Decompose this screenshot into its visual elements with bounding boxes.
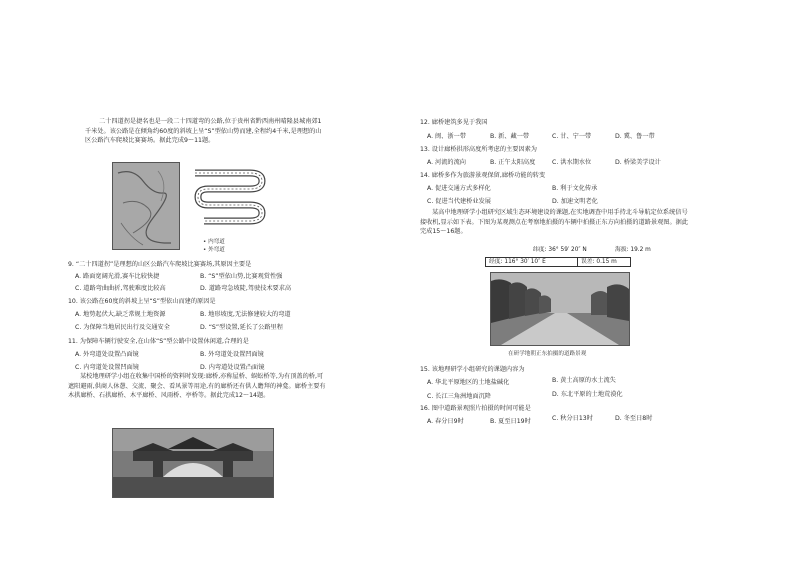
switchback-road-diagram (190, 163, 270, 243)
q11-option-c: C. 内弯道处设置凹面镜 (75, 364, 139, 371)
gps-altitude: 海拔: 19.2 m (612, 246, 654, 254)
q16-option-b: B. 夏至日19时 (490, 418, 531, 425)
q14-option-a: A. 促进交通方式多样化 (427, 185, 491, 192)
q16-option-c: C. 秋分日13时 (552, 415, 593, 422)
q10-option-b: B. 地形坡度,无法修建较大的弯道 (200, 311, 291, 318)
q12-option-a: A. 闽、浙一带 (427, 133, 466, 140)
q12-option-c: C. 甘、宁一带 (552, 133, 592, 140)
q14-option-c: C. 促进当代建桥业发展 (427, 198, 491, 205)
question-13: 13. 设计廊桥拱形高度所考虑的主要因素为 (420, 146, 537, 153)
bridge-illustration (113, 429, 273, 497)
question-9: 9. “二十四道拐”是理想的山区公路汽车爬坡比赛赛场,其原因主要是 (68, 261, 252, 268)
q9-option-d: D. 道路弯急坡陡,驾驶技术要求高 (200, 285, 292, 292)
covered-bridge-photo (112, 428, 274, 498)
photo-caption: 在研学地朝正东拍摄的道路景观 (508, 351, 587, 357)
question-15: 15. 该地理研学小组研究的课题内容为 (420, 366, 525, 373)
q13-option-c: C. 洪水期水位 (552, 159, 592, 166)
fieldwork-paragraph: 某高中地理研学小组研究区域生态环境建设的课题,在实地调查中用手持北斗导航定位系统信号接收机,显示如下表。下图为某观测点在考察地拍摄的车辆中拍摄正东方向拍摄的道路景观图。据此完成15～16题。 (420, 209, 689, 235)
q10-option-d: D. “S”型设置,延长了公路里程 (200, 324, 283, 331)
q13-option-d: D. 桥梁美学设计 (615, 159, 661, 166)
gps-longitude: 经度: 116° 30′ 10″ E (485, 257, 579, 267)
q12-option-b: B. 新、藏一带 (490, 133, 530, 140)
question-10: 10. 该公路在60度的斜坡上呈“S”型依山而建的原因是 (68, 298, 216, 305)
q10-option-c: C. 为保障当地居民出行及交通安全 (75, 324, 170, 331)
q9-option-a: A. 路面宽阔光滑,赛车比较快捷 (75, 273, 160, 280)
q10-option-a: A. 地势起伏大,缺乏常规土地资源 (75, 311, 166, 318)
legend-outer-bend: • 外弯道 (203, 247, 225, 253)
road-landscape-photo (490, 272, 630, 346)
q13-option-b: B. 正午太阳高度 (490, 159, 536, 166)
question-11: 11. 为保障车辆行驶安全,在山体“S”型公路中设置休闲道,合理的是 (68, 338, 249, 345)
q9-option-b: B. “S”型依山势,比赛观赏性强 (200, 273, 283, 280)
intro-paragraph: 二十四道拐是捷名也是一段二十四道弯的公路,位于贵州省黔西南州晴隆县城南郊1千米处。该公路是在倾角约60度的斜坡上呈“S”型依山势而建,全程约4千米,是理想的山区公路汽车爬坡比赛赛场。据此完成9～11题。 (85, 118, 322, 144)
q15-option-c: C. 长江三角洲地面沉降 (427, 393, 491, 400)
road-illustration (491, 273, 629, 345)
q11-option-d: D. 内弯道处设置凸面镜 (200, 364, 265, 371)
bridge-paragraph: 某校地理研学小组在收集中国桥的资料时发现:廊桥,亦称屋桥、蜈蚣桥等,为有顶盖的桥,可遮阳避雨,供商人休憩、交流、聚会、看风景等用途,有的廊桥还有供人瞻拜的神龛。廊桥主要有木拱廊桥、石拱廊桥、木平廊桥、风雨桥、亭桥等。据此完成12～14题。 (68, 373, 326, 399)
gps-error: 误差: 0.15 m (577, 257, 631, 267)
q13-option-a: A. 河流的流向 (427, 159, 466, 166)
q14-option-d: D. 加速文明老化 (552, 198, 598, 205)
legend-inner-bend: • 内弯道 (203, 239, 225, 245)
gps-latitude: 纬度: 36° 59′ 20″ N (530, 246, 590, 254)
q12-option-d: D. 冀、鲁一带 (615, 133, 655, 140)
q15-option-d: D. 东北平原的土地荒漠化 (552, 391, 623, 398)
question-16: 16. 图中道路景观照片拍摄的时间可能是 (420, 405, 531, 412)
satellite-photo (112, 162, 180, 250)
q11-option-a: A. 外弯道处设置凸面镜 (75, 351, 139, 358)
q16-option-d: D. 冬至日8时 (615, 415, 653, 422)
q11-option-b: B. 外弯道处设置凹面镜 (200, 351, 264, 358)
q15-option-a: A. 华北平原地区的土地盐碱化 (427, 379, 510, 386)
q14-option-b: B. 利于文化传承 (552, 185, 598, 192)
question-12: 12. 廊桥建筑多见于我国 (420, 119, 488, 126)
q15-option-b: B. 黄土高原的水土流失 (552, 377, 616, 384)
question-14: 14. 廊桥多作为旅游景观保留,廊桥功能的转变 (420, 172, 546, 179)
satellite-texture (113, 163, 179, 249)
q16-option-a: A. 春分日9时 (427, 418, 464, 425)
q9-option-c: C. 道路弯曲曲折,驾驶难度比较高 (75, 285, 166, 292)
